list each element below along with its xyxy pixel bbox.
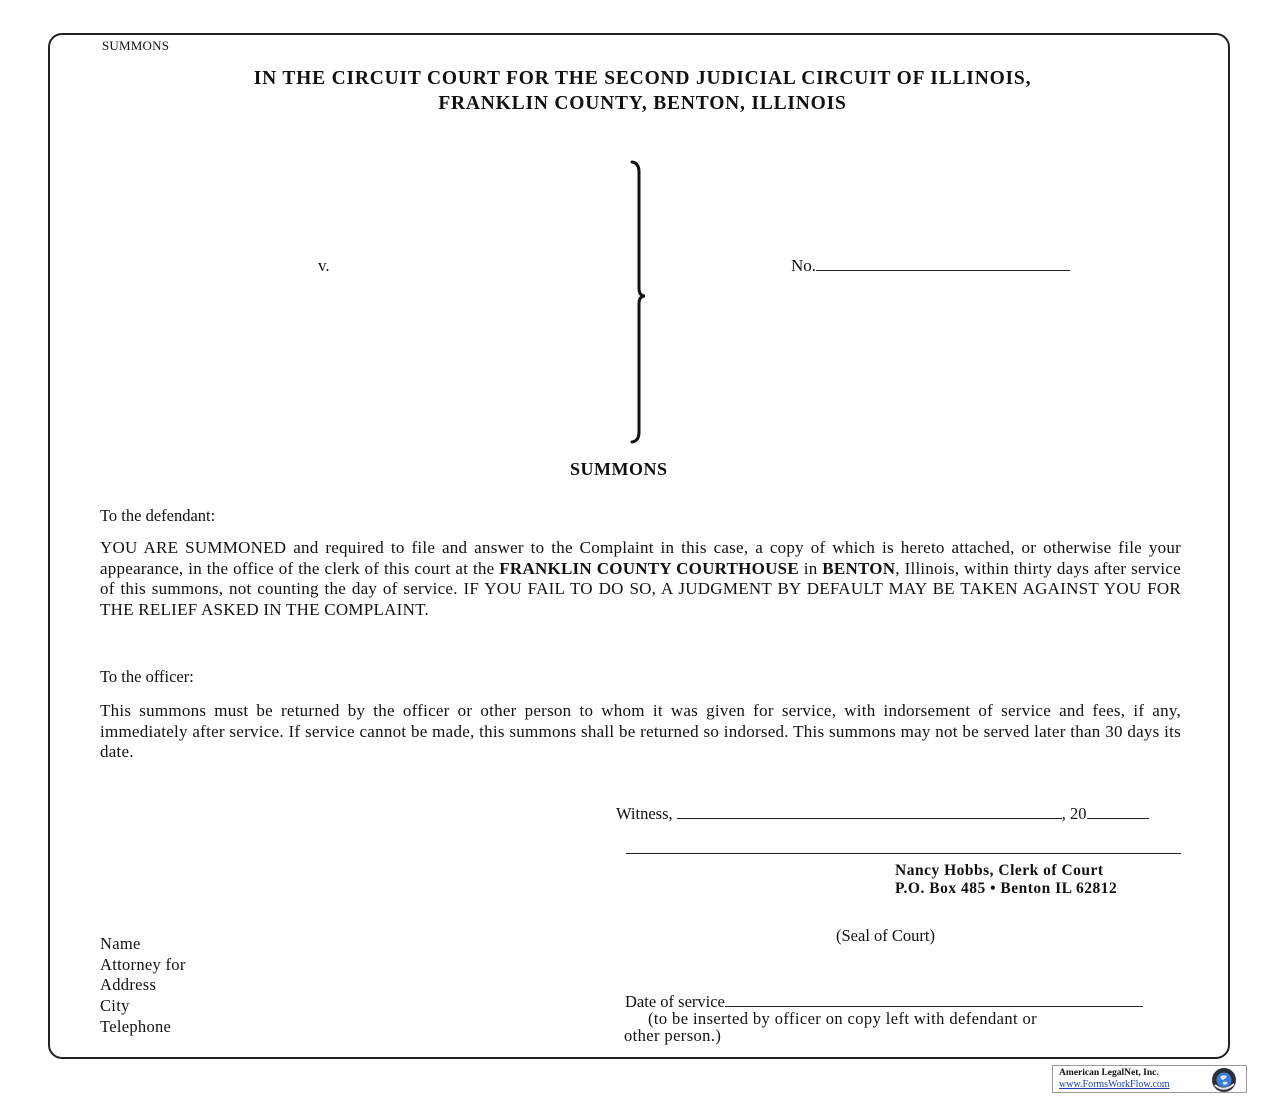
defendant-text-1: YOU ARE SUMMONED and required to file and answer to the Complaint in this case, a copy of which is hereto attached, or otherwise file your appearance, in the office of the clerk of this court at the <box>100 538 1181 578</box>
court-heading-line1: IN THE CIRCUIT COURT FOR THE SECOND JUDICIAL CIRCUIT OF ILLINOIS, <box>253 68 1032 89</box>
attorney-city-label: City <box>100 996 130 1015</box>
attorney-for-label: Attorney for <box>100 955 186 974</box>
footer-badge[interactable] <box>1052 1065 1247 1093</box>
defendant-paragraph <box>100 538 1181 621</box>
badge-company: American LegalNet, Inc. <box>1059 1068 1159 1078</box>
case-number-field[interactable] <box>791 256 1070 276</box>
service-note-line2: other person.) <box>624 1026 722 1045</box>
attorney-address-label: Address <box>100 975 157 994</box>
witness-year-blank[interactable] <box>1087 818 1149 819</box>
witness-year-prefix: , 20 <box>1061 804 1087 823</box>
versus-label: v. <box>318 256 330 275</box>
officer-label: To the officer: <box>100 667 194 686</box>
defendant-text-2: in <box>798 558 823 578</box>
globe-logo-icon <box>1211 1067 1237 1093</box>
service-note <box>624 1010 1181 1044</box>
date-of-service-label: Date of service <box>625 992 725 1011</box>
document-title: SUMMONS <box>570 459 668 479</box>
defendant-bold-courthouse: FRANKLIN COUNTY COURTHOUSE <box>499 558 799 578</box>
seal-of-court-label: (Seal of Court) <box>836 926 935 945</box>
clerk-signature-line[interactable] <box>626 853 1181 854</box>
attorney-telephone-label: Telephone <box>100 1017 172 1036</box>
clerk-address: P.O. Box 485 • Benton IL 62812 <box>895 880 1118 897</box>
attorney-name-label: Name <box>100 934 141 953</box>
case-number-label: No. <box>791 256 817 275</box>
case-number-blank[interactable] <box>816 270 1070 271</box>
witness-blank[interactable] <box>677 818 1062 819</box>
court-heading-line2: FRANKLIN COUNTY, BENTON, ILLINOIS <box>438 93 847 114</box>
clerk-name: Nancy Hobbs, Clerk of Court <box>895 862 1104 879</box>
badge-url-link[interactable]: www.FormsWorkFlow.com <box>1059 1079 1170 1090</box>
witness-label: Witness, <box>616 804 673 823</box>
corner-form-label: SUMMONS <box>102 38 170 53</box>
defendant-label: To the defendant: <box>100 506 216 525</box>
service-note-line1: (to be inserted by officer on copy left with defendant or <box>648 1009 1038 1028</box>
date-of-service-blank[interactable] <box>725 1006 1143 1007</box>
witness-field[interactable] <box>616 804 1182 824</box>
case-caption-bracket <box>622 160 652 445</box>
defendant-text-3: , Illinois, within thirty days after service of this summons, not counting the day of service. IF YOU FAIL TO DO SO, A JUDGMENT BY DEFAULT MAY BE TAKEN AGAINST YOU FOR THE RELIEF ASKED IN THE COMPLAINT. <box>100 558 1181 620</box>
officer-paragraph: This summons must be returned by the officer or other person to whom it was given for service, with indorsement of service and fees, if any, immediately after service. If service cannot be made, this summons shall be returned so indorsed. This summons may not be served later than 30 days its date. <box>100 701 1181 762</box>
defendant-bold-benton: BENTON <box>822 558 896 578</box>
